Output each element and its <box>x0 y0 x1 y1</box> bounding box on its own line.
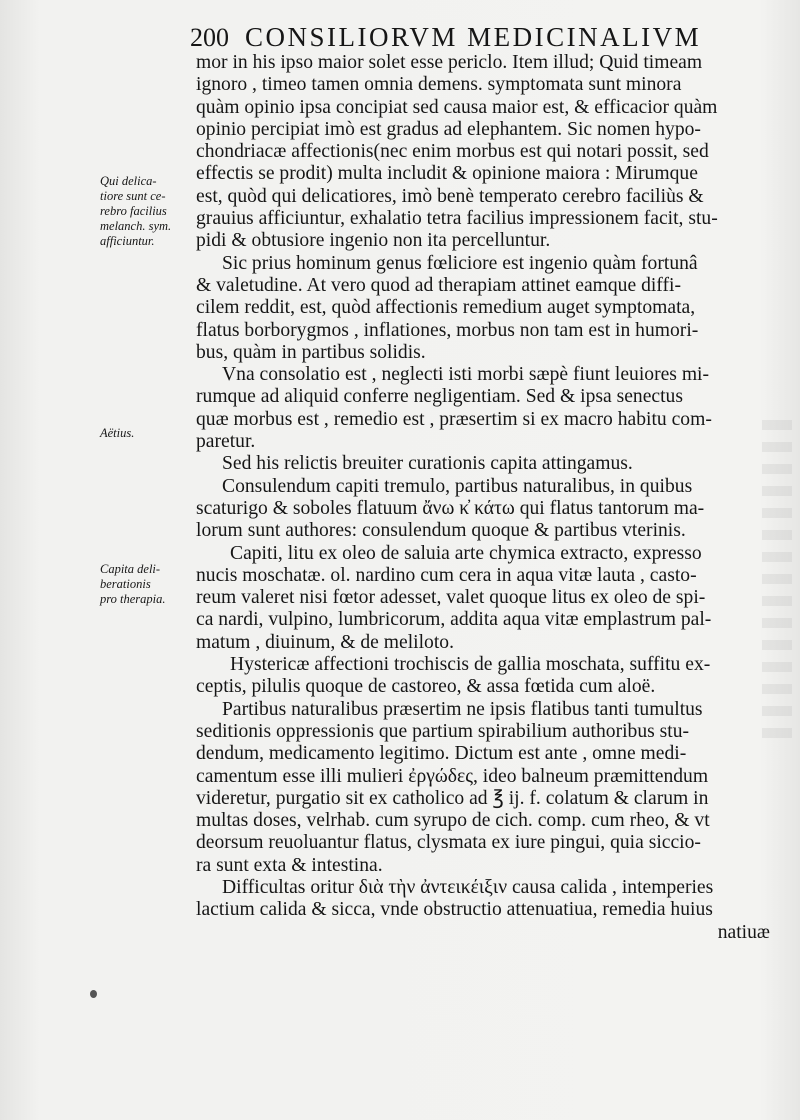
text-line: quæ morbus est , remedio est , præsertim si ex macro habitu com- <box>196 408 712 430</box>
margin-note-aetius <box>100 426 196 441</box>
text-line: chondriacæ affectionis(nec enim morbus est qui notari possit, sed <box>196 141 709 163</box>
text-line: ra sunt exta & intestina. <box>196 854 383 876</box>
running-head: CONSILIORVM MEDICINALIVM <box>245 22 702 52</box>
text-line: nucis moschatæ. ol. nardino cum cera in aqua vitæ lauta , casto- <box>196 564 697 586</box>
margin-note-line: melanch. sym. <box>100 219 172 233</box>
text-line: ignoro , timeo tamen omnia demens. symptomata sunt minora <box>196 74 682 96</box>
text-line: reum valeret nisi fœtor adesset, valet quoque litus ex oleo de spi- <box>196 587 706 609</box>
margin-note-line: Capita deli- <box>100 562 161 576</box>
text-line: est, quòd qui delicatiores, imò benè temperato cerebro faciliùs & <box>196 185 704 207</box>
text-line: flatus borborygmos , inflationes, morbus non tam est in humori- <box>196 319 699 341</box>
margin-note-line: berationis <box>100 577 151 591</box>
main-text-block <box>196 52 770 944</box>
text-line: matum , diuinum, & de meliloto. <box>196 631 454 653</box>
margin-note-capita <box>100 562 196 607</box>
text-line: cilem reddit, est, quòd affectionis remedium auget symptomata, <box>196 297 696 319</box>
text-line: Vna consolatio est , neglecti isti morbi sæpè fiunt leuiores mi- <box>222 364 710 386</box>
text-line: Sic prius hominum genus fœliciore est ingenio quàm fortunâ <box>222 252 698 274</box>
margin-note-line: rebro facilius <box>100 204 167 218</box>
text-line: camentum esse illi mulieri ἐργώδες, ideo balneum præmittendum <box>196 765 709 787</box>
text-line: quàm opinio ipsa concipiat sed causa maior est, & efficacior quàm <box>196 96 718 118</box>
text-line: lactium calida & sicca, vnde obstructio attenuatiua, remedia huius <box>196 899 713 921</box>
text-line: Difficultas oritur διὰ τὴν ἀντεικέιξιν causa calida , intemperies <box>222 876 714 898</box>
text-line: Capiti, litu ex oleo de saluia arte chymica extracto, expresso <box>230 542 702 564</box>
ink-speck <box>90 990 97 998</box>
text-line: natiuæ <box>717 921 770 943</box>
text-line: opinio percipiat imò est gradus ad elephantem. Sic nomen hypo- <box>196 118 701 140</box>
text-line: multas doses, velrhab. cum syrupo de cich. comp. cum rheo, & vt <box>196 810 710 832</box>
text-line: lorum sunt authores: consulendum quoque & partibus vterinis. <box>196 520 686 542</box>
text-line: effectis se prodit) multa includit & opinione maiora : Mirumque <box>196 163 698 185</box>
page-number: 200 <box>190 23 229 52</box>
text-line: grauius afficiuntur, exhalatio tetra facilius impressionem facit, stu- <box>196 208 718 230</box>
text-line: & valetudine. At vero quod ad therapiam attinet eamque diffi- <box>196 274 681 296</box>
text-line: Hystericæ affectioni trochiscis de gallia moschata, suffitu ex- <box>230 654 711 676</box>
text-line: Partibus naturalibus præsertim ne ipsis flatibus tanti tumultus <box>222 698 703 720</box>
margin-note-line: tiore sunt ce- <box>100 189 166 203</box>
margin-note-line: pro therapia. <box>100 592 166 606</box>
margin-note-delicatiores <box>100 174 196 249</box>
text-line: ca nardi, vulpino, lumbricorum, addita aqua vitæ emplastrum pal- <box>196 609 712 631</box>
text-line: videretur, purgatio sit ex catholico ad ℥ ij. f. colatum & clarum in <box>196 787 709 809</box>
text-line: mor in his ipso maior solet esse periclo. Item illud; Quid timeam <box>196 52 703 73</box>
margin-note-line: Qui delica- <box>100 174 157 188</box>
margin-note-line: Aëtius. <box>100 426 135 440</box>
text-line: rumque ad aliquid conferre negligentiam. Sed & ipsa senectus <box>196 386 683 408</box>
text-line: dendum, medicamento legitimo. Dictum est ante , omne medi- <box>196 743 687 765</box>
margin-note-line: afficiuntur. <box>100 234 155 248</box>
text-line: ceptis, pilulis quoque de castoreo, & assa fœtida cum aloë. <box>196 676 656 698</box>
text-line: Sed his relictis breuiter curationis capita attingamus. <box>222 453 633 475</box>
text-line: seditionis oppressionis que partium spirabilium authoribus stu- <box>196 720 690 742</box>
text-line: scaturigo & soboles flatuum ἄνω κ̓ κάτω qui flatus tantorum ma- <box>196 497 705 519</box>
text-line: deorsum reuoluantur flatus, clysmata ex iure pingui, quia siccio- <box>196 832 701 854</box>
text-line: bus, quàm in partibus solidis. <box>196 341 426 363</box>
text-line: Consulendum capiti tremulo, partibus naturalibus, in quibus <box>222 475 693 497</box>
text-line: pidi & obtusiore ingenio non ita percelluntur. <box>196 230 551 252</box>
text-line: paretur. <box>196 431 256 453</box>
